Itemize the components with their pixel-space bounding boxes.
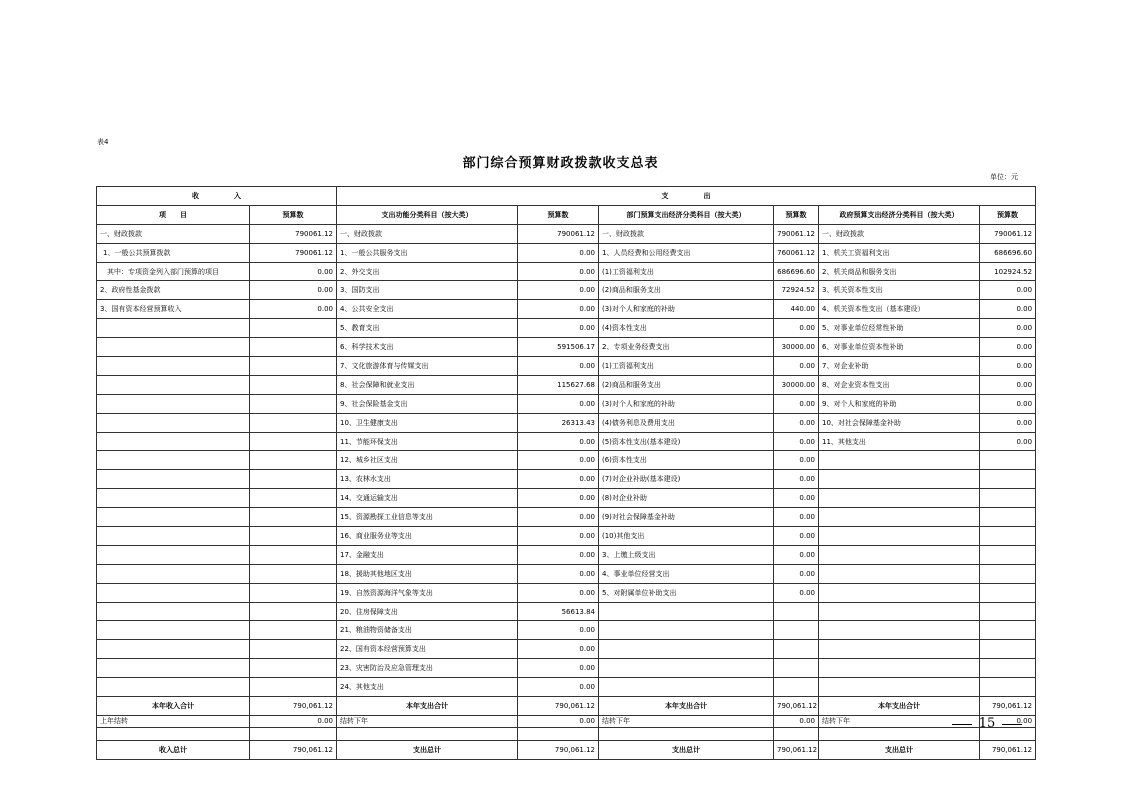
table-row [97, 375, 1036, 394]
table-row [97, 715, 1036, 727]
budget-cell: 790,061.12 [250, 697, 337, 716]
item-cell: 9、社会保险基金支出 [337, 394, 518, 413]
table-row [97, 470, 1036, 489]
item-cell: 1、人员经费和公用经费支出 [599, 243, 774, 262]
item-cell [97, 451, 250, 470]
budget-cell: 0.00 [980, 715, 1036, 727]
budget-cell: 790,061.12 [518, 740, 599, 759]
table-row [97, 338, 1036, 357]
budget-cell: 0.00 [518, 678, 599, 697]
income-header: 收 入 [97, 187, 337, 206]
budget-cell [980, 602, 1036, 621]
item-cell [97, 583, 250, 602]
item-cell: (10)其他支出 [599, 527, 774, 546]
item-cell [97, 394, 250, 413]
item-cell [819, 470, 980, 489]
table-row [97, 451, 1036, 470]
budget-cell: 72924.52 [774, 281, 819, 300]
item-cell [599, 659, 774, 678]
item-cell: 17、金融支出 [337, 545, 518, 564]
item-cell: 本年支出合计 [819, 697, 980, 716]
item-cell [97, 338, 250, 357]
item-cell: 2、机关商品和服务支出 [819, 262, 980, 281]
budget-cell: 790,061.12 [980, 740, 1036, 759]
budget-cell [774, 678, 819, 697]
table-row [97, 564, 1036, 583]
budget-cell: 0.00 [518, 489, 599, 508]
budget-cell [774, 659, 819, 678]
budget-cell: 0.00 [774, 394, 819, 413]
item-cell: 7、对企业补助 [819, 357, 980, 376]
item-cell: 3、国有资本经营预算收入 [97, 300, 250, 319]
table-row [97, 281, 1036, 300]
budget-cell: 0.00 [518, 262, 599, 281]
item-cell: 16、商业服务业等支出 [337, 527, 518, 546]
budget-cell [250, 678, 337, 697]
item-cell: 6、对事业单位资本性补助 [819, 338, 980, 357]
budget-cell: 760061.12 [774, 243, 819, 262]
budget-cell: 0.00 [774, 413, 819, 432]
item-cell: 5、对附属单位补助支出 [599, 583, 774, 602]
budget-cell [250, 489, 337, 508]
budget-cell [250, 545, 337, 564]
item-cell: 3、国防支出 [337, 281, 518, 300]
budget-cell [250, 659, 337, 678]
budget-cell: 0.00 [774, 470, 819, 489]
budget-cell: 0.00 [518, 357, 599, 376]
empty-cell [250, 727, 337, 740]
item-cell: (9)对社会保障基金补助 [599, 508, 774, 527]
item-cell: 14、交通运输支出 [337, 489, 518, 508]
budget-cell: 0.00 [774, 545, 819, 564]
item-cell: 13、农林水支出 [337, 470, 518, 489]
budget-cell [980, 640, 1036, 659]
item-cell [97, 564, 250, 583]
budget-cell: 0.00 [518, 715, 599, 727]
budget-cell [250, 451, 337, 470]
budget-cell: 0.00 [518, 508, 599, 527]
budget-cell [250, 432, 337, 451]
table-row [97, 697, 1036, 716]
item-cell: 6、科学技术支出 [337, 338, 518, 357]
item-cell: 9、对个人和家庭的补助 [819, 394, 980, 413]
item-cell [819, 583, 980, 602]
table-tag: 表4 [97, 138, 109, 146]
item-cell: (7)对企业补助(基本建设) [599, 470, 774, 489]
budget-cell: 0.00 [518, 243, 599, 262]
empty-cell [774, 727, 819, 740]
item-cell: 一、财政拨款 [599, 224, 774, 243]
table-row [97, 659, 1036, 678]
budget-cell: 0.00 [774, 319, 819, 338]
item-cell: 本年支出合计 [337, 697, 518, 716]
table-row [97, 740, 1036, 759]
item-cell: 2、外交支出 [337, 262, 518, 281]
budget-cell: 30000.00 [774, 375, 819, 394]
budget-table [96, 186, 1036, 760]
item-cell [97, 489, 250, 508]
budget-cell [250, 357, 337, 376]
budget-cell: 790,061.12 [774, 697, 819, 716]
item-cell: 其中：专项资金列入部门预算的项目 [97, 262, 250, 281]
table-row [97, 394, 1036, 413]
item-cell: 10、卫生健康支出 [337, 413, 518, 432]
budget-cell: 0.00 [774, 432, 819, 451]
budget-cell: 0.00 [518, 319, 599, 338]
budget-cell [980, 659, 1036, 678]
item-cell: 结转下年 [337, 715, 518, 727]
item-cell [819, 508, 980, 527]
col-func-class: 支出功能分类科目（按大类） [337, 205, 518, 224]
item-cell: 本年收入合计 [97, 697, 250, 716]
budget-cell: 0.00 [980, 357, 1036, 376]
budget-cell [250, 640, 337, 659]
budget-cell: 0.00 [980, 394, 1036, 413]
item-cell [819, 564, 980, 583]
item-cell: 上年结转 [97, 715, 250, 727]
item-cell: 7、文化旅游体育与传媒支出 [337, 357, 518, 376]
item-cell: 18、援助其他地区支出 [337, 564, 518, 583]
budget-cell: 0.00 [250, 281, 337, 300]
item-cell [819, 659, 980, 678]
budget-cell [774, 640, 819, 659]
budget-cell: 0.00 [980, 375, 1036, 394]
table-row [97, 432, 1036, 451]
expense-header: 支 出 [337, 187, 1036, 206]
item-cell: 一、财政拨款 [97, 224, 250, 243]
budget-cell [980, 527, 1036, 546]
item-cell: (2)商品和服务支出 [599, 281, 774, 300]
table-row [97, 413, 1036, 432]
budget-cell: 30000.00 [774, 338, 819, 357]
budget-cell: 0.00 [518, 281, 599, 300]
col-budget: 预算数 [980, 205, 1036, 224]
page-number: 15 [952, 715, 1022, 733]
budget-cell: 0.00 [774, 508, 819, 527]
item-cell: 3、机关资本性支出 [819, 281, 980, 300]
page-title: 部门综合预算财政拨款收支总表 [462, 156, 659, 171]
item-cell [97, 375, 250, 394]
budget-cell: 0.00 [518, 564, 599, 583]
budget-cell: 102924.52 [980, 262, 1036, 281]
table-row [97, 508, 1036, 527]
budget-cell: 0.00 [774, 357, 819, 376]
empty-cell [599, 727, 774, 740]
budget-cell: 0.00 [774, 715, 819, 727]
item-cell: 1、机关工资福利支出 [819, 243, 980, 262]
budget-cell [250, 564, 337, 583]
item-cell: 结转下年 [819, 715, 980, 727]
budget-cell: 0.00 [250, 715, 337, 727]
budget-cell [980, 545, 1036, 564]
item-cell: (1)工资福利支出 [599, 357, 774, 376]
item-cell [97, 413, 250, 432]
budget-cell: 790,061.12 [980, 697, 1036, 716]
table-row [97, 602, 1036, 621]
item-cell: 支出总计 [819, 740, 980, 759]
item-cell: 2、政府性基金拨款 [97, 281, 250, 300]
budget-cell [980, 451, 1036, 470]
budget-cell: 0.00 [518, 527, 599, 546]
budget-cell: 0.00 [774, 451, 819, 470]
empty-cell [337, 727, 518, 740]
item-cell: 一、财政拨款 [819, 224, 980, 243]
item-cell: 4、机关资本性支出（基本建设） [819, 300, 980, 319]
table-row [97, 357, 1036, 376]
budget-cell: 0.00 [518, 451, 599, 470]
item-cell: 本年支出合计 [599, 697, 774, 716]
item-cell [819, 451, 980, 470]
empty-cell [518, 727, 599, 740]
budget-cell [250, 508, 337, 527]
item-cell: 1、一般公共预算拨款 [97, 243, 250, 262]
budget-cell: 0.00 [518, 300, 599, 319]
table-row [97, 545, 1036, 564]
budget-cell: 0.00 [518, 470, 599, 489]
budget-cell: 686696.60 [980, 243, 1036, 262]
item-cell: (2)商品和服务支出 [599, 375, 774, 394]
item-cell [97, 432, 250, 451]
budget-cell: 0.00 [518, 394, 599, 413]
budget-cell: 790061.12 [774, 224, 819, 243]
budget-cell: 0.00 [250, 262, 337, 281]
table-row [97, 527, 1036, 546]
table-row [97, 678, 1036, 697]
budget-cell [980, 621, 1036, 640]
budget-cell: 0.00 [774, 527, 819, 546]
item-cell: 一、财政拨款 [337, 224, 518, 243]
budget-cell [774, 621, 819, 640]
item-cell [819, 678, 980, 697]
budget-cell: 0.00 [980, 432, 1036, 451]
item-cell: 21、粮油物资储备支出 [337, 621, 518, 640]
item-cell [819, 545, 980, 564]
budget-cell [250, 413, 337, 432]
item-cell: 11、节能环保支出 [337, 432, 518, 451]
budget-cell: 0.00 [980, 413, 1036, 432]
item-cell: (1)工资福利支出 [599, 262, 774, 281]
budget-cell: 790061.12 [980, 224, 1036, 243]
item-cell: 15、资源勘探工业信息等支出 [337, 508, 518, 527]
budget-cell: 686696.60 [774, 262, 819, 281]
item-cell [97, 508, 250, 527]
budget-cell: 440.00 [774, 300, 819, 319]
item-cell: 结转下年 [599, 715, 774, 727]
item-cell: 12、城乡社区支出 [337, 451, 518, 470]
item-cell [97, 640, 250, 659]
table-row [97, 300, 1036, 319]
item-cell: (3)对个人和家庭的补助 [599, 300, 774, 319]
item-cell [819, 640, 980, 659]
col-dept-econ-class: 部门预算支出经济分类科目（按大类） [599, 205, 774, 224]
item-cell: 24、其他支出 [337, 678, 518, 697]
budget-cell [980, 470, 1036, 489]
budget-cell [250, 375, 337, 394]
item-cell: 5、教育支出 [337, 319, 518, 338]
item-cell [97, 602, 250, 621]
item-cell: (8)对企业补助 [599, 489, 774, 508]
budget-cell [250, 394, 337, 413]
col-item: 项 目 [97, 205, 250, 224]
budget-cell: 790,061.12 [250, 740, 337, 759]
budget-cell: 0.00 [980, 300, 1036, 319]
item-cell: (6)资本性支出 [599, 451, 774, 470]
item-cell: 5、对事业单位经常性补助 [819, 319, 980, 338]
budget-cell [250, 602, 337, 621]
item-cell: 4、事业单位经营支出 [599, 564, 774, 583]
budget-cell [774, 602, 819, 621]
budget-cell [980, 508, 1036, 527]
budget-cell: 790,061.12 [774, 740, 819, 759]
budget-cell: 0.00 [980, 281, 1036, 300]
item-cell: 支出总计 [337, 740, 518, 759]
budget-cell: 115627.68 [518, 375, 599, 394]
budget-cell: 56613.84 [518, 602, 599, 621]
item-cell [97, 470, 250, 489]
budget-cell: 26313.43 [518, 413, 599, 432]
item-cell [599, 678, 774, 697]
item-cell: 2、专项业务经费支出 [599, 338, 774, 357]
table-row [97, 583, 1036, 602]
item-cell: 22、国有资本经营预算支出 [337, 640, 518, 659]
item-cell [819, 527, 980, 546]
item-cell: 8、对企业资本性支出 [819, 375, 980, 394]
item-cell: 收入总计 [97, 740, 250, 759]
item-cell: (3)对个人和家庭的补助 [599, 394, 774, 413]
col-budget: 预算数 [250, 205, 337, 224]
budget-cell [980, 583, 1036, 602]
budget-cell: 0.00 [518, 432, 599, 451]
item-cell: 3、上缴上级支出 [599, 545, 774, 564]
table-row [97, 319, 1036, 338]
budget-cell: 790061.12 [250, 243, 337, 262]
item-cell: 4、公共安全支出 [337, 300, 518, 319]
item-cell [599, 621, 774, 640]
budget-cell: 0.00 [774, 583, 819, 602]
item-cell [97, 621, 250, 640]
budget-cell [250, 319, 337, 338]
budget-cell: 0.00 [774, 489, 819, 508]
table-row [97, 224, 1036, 243]
item-cell [819, 621, 980, 640]
budget-cell [980, 489, 1036, 508]
budget-cell: 0.00 [518, 659, 599, 678]
budget-cell: 790061.12 [250, 224, 337, 243]
budget-cell: 0.00 [250, 300, 337, 319]
table-row [97, 262, 1036, 281]
budget-cell: 0.00 [518, 621, 599, 640]
table-row [97, 621, 1036, 640]
item-cell: 20、住房保障支出 [337, 602, 518, 621]
budget-cell [250, 583, 337, 602]
item-cell: (5)资本性支出(基本建设) [599, 432, 774, 451]
item-cell [97, 659, 250, 678]
col-budget: 预算数 [518, 205, 599, 224]
item-cell: 10、对社会保障基金补助 [819, 413, 980, 432]
empty-cell [97, 727, 250, 740]
col-gov-econ-class: 政府预算支出经济分类科目（按大类） [819, 205, 980, 224]
item-cell: 支出总计 [599, 740, 774, 759]
budget-cell [250, 621, 337, 640]
budget-cell [250, 470, 337, 489]
item-cell: 23、灾害防治及应急管理支出 [337, 659, 518, 678]
budget-cell: 790,061.12 [518, 697, 599, 716]
budget-cell: 0.00 [980, 319, 1036, 338]
budget-cell: 790061.12 [518, 224, 599, 243]
item-cell [97, 545, 250, 564]
item-cell: (4)债务利息及费用支出 [599, 413, 774, 432]
budget-cell [250, 338, 337, 357]
item-cell [599, 640, 774, 659]
table-row [97, 640, 1036, 659]
budget-cell [250, 527, 337, 546]
table-row [97, 727, 1036, 740]
item-cell [819, 602, 980, 621]
item-cell [97, 357, 250, 376]
unit-label: 单位：元 [990, 173, 1018, 181]
item-cell: 19、自然资源海洋气象等支出 [337, 583, 518, 602]
item-cell [97, 319, 250, 338]
item-cell [97, 527, 250, 546]
item-cell [819, 489, 980, 508]
item-cell [97, 678, 250, 697]
item-cell: 8、社会保障和就业支出 [337, 375, 518, 394]
item-cell: (4)资本性支出 [599, 319, 774, 338]
budget-cell: 0.00 [980, 338, 1036, 357]
col-budget: 预算数 [774, 205, 819, 224]
budget-cell [980, 678, 1036, 697]
item-cell: 1、一般公共服务支出 [337, 243, 518, 262]
item-cell [599, 602, 774, 621]
budget-cell [980, 564, 1036, 583]
budget-cell: 0.00 [774, 564, 819, 583]
budget-cell: 591506.17 [518, 338, 599, 357]
budget-cell: 0.00 [518, 545, 599, 564]
budget-cell: 0.00 [518, 583, 599, 602]
table-row [97, 489, 1036, 508]
item-cell: 11、其他支出 [819, 432, 980, 451]
budget-cell: 0.00 [518, 640, 599, 659]
table-row [97, 243, 1036, 262]
